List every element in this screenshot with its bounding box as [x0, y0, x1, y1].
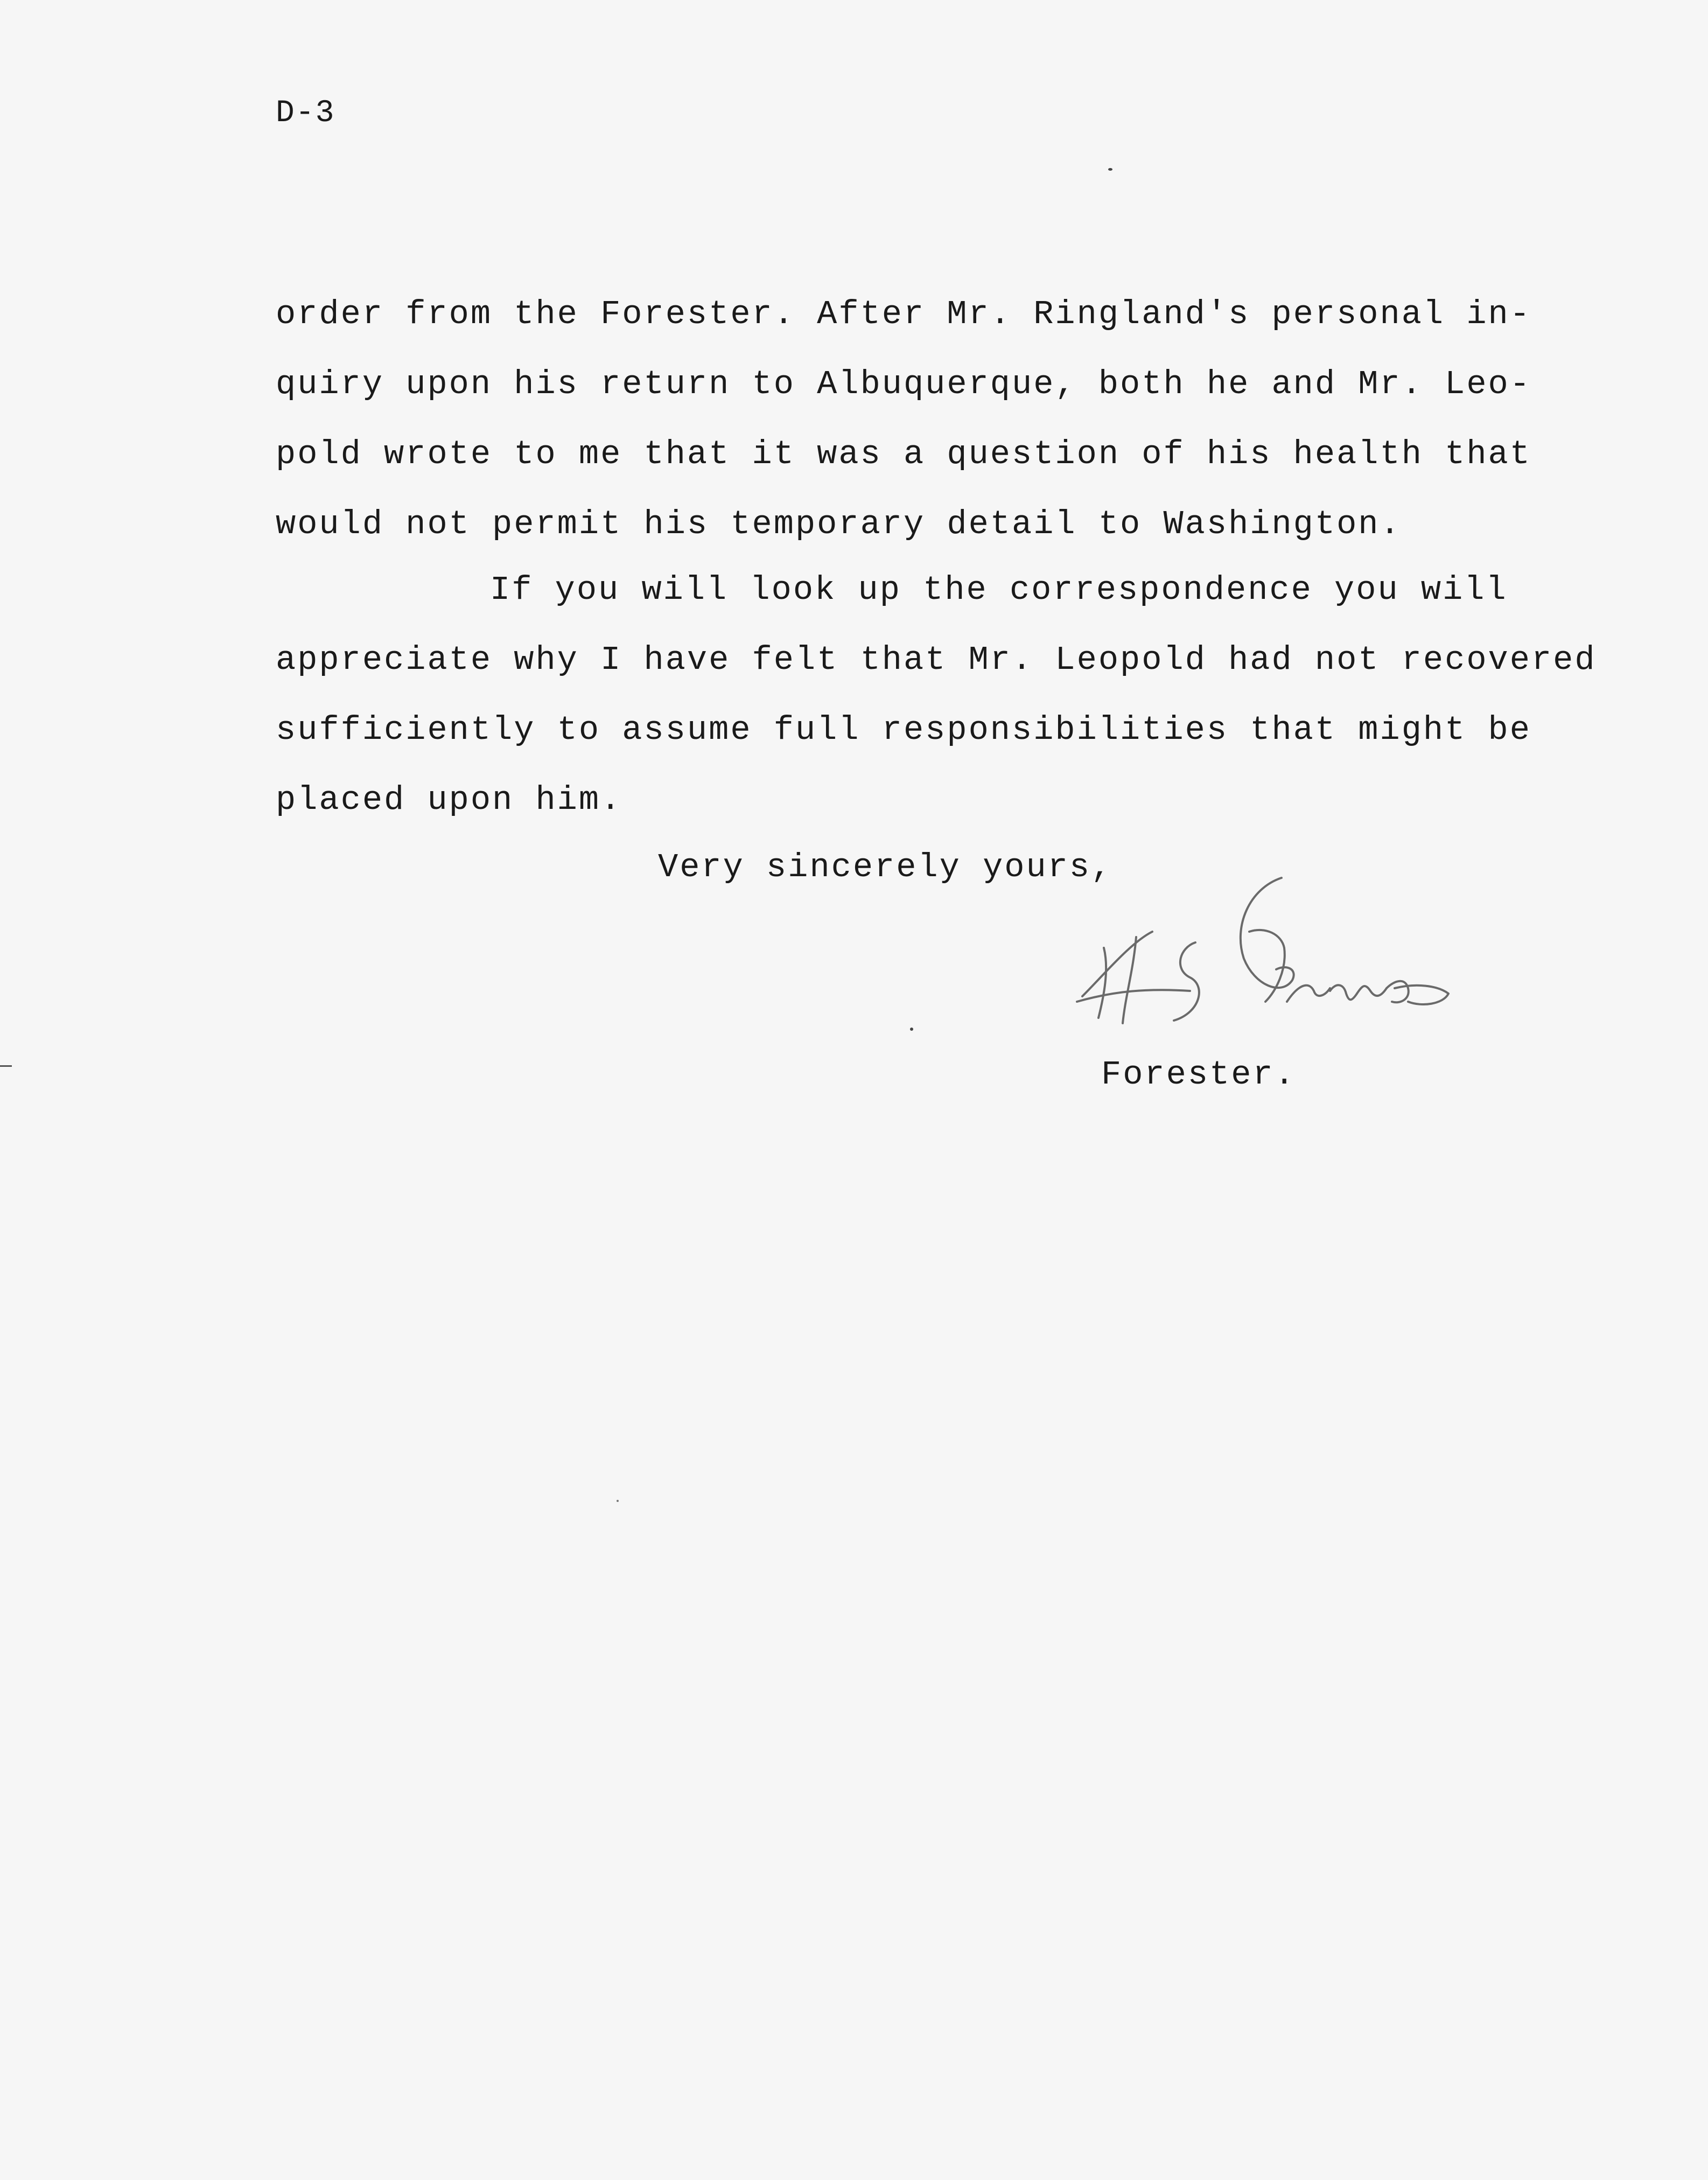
- body-line-7: sufficiently to assume full responsibilities that might be: [276, 711, 1531, 749]
- closing: Very sincerely yours,: [658, 848, 1113, 886]
- margin-mark: [0, 1065, 12, 1067]
- signature: [1072, 867, 1459, 1039]
- paper-speck: [617, 1500, 619, 1502]
- signer-title: Forester.: [1101, 1056, 1296, 1094]
- body-line-2: quiry upon his return to Albuquerque, both he and Mr. Leo-: [276, 365, 1531, 403]
- page-number: D-3: [276, 96, 335, 131]
- body-line-6: appreciate why I have felt that Mr. Leopold had not recovered: [276, 641, 1597, 679]
- paper-speck: [910, 1028, 913, 1031]
- paper-speck: [1108, 168, 1112, 171]
- body-line-5: If you will look up the correspondence you will: [490, 571, 1508, 609]
- body-line-1: order from the Forester. After Mr. Ringland's personal in-: [276, 295, 1531, 333]
- body-line-3: pold wrote to me that it was a question of his health that: [276, 435, 1531, 473]
- body-line-8: placed upon him.: [276, 781, 622, 819]
- body-line-4: would not permit his temporary detail to Washington.: [276, 505, 1402, 543]
